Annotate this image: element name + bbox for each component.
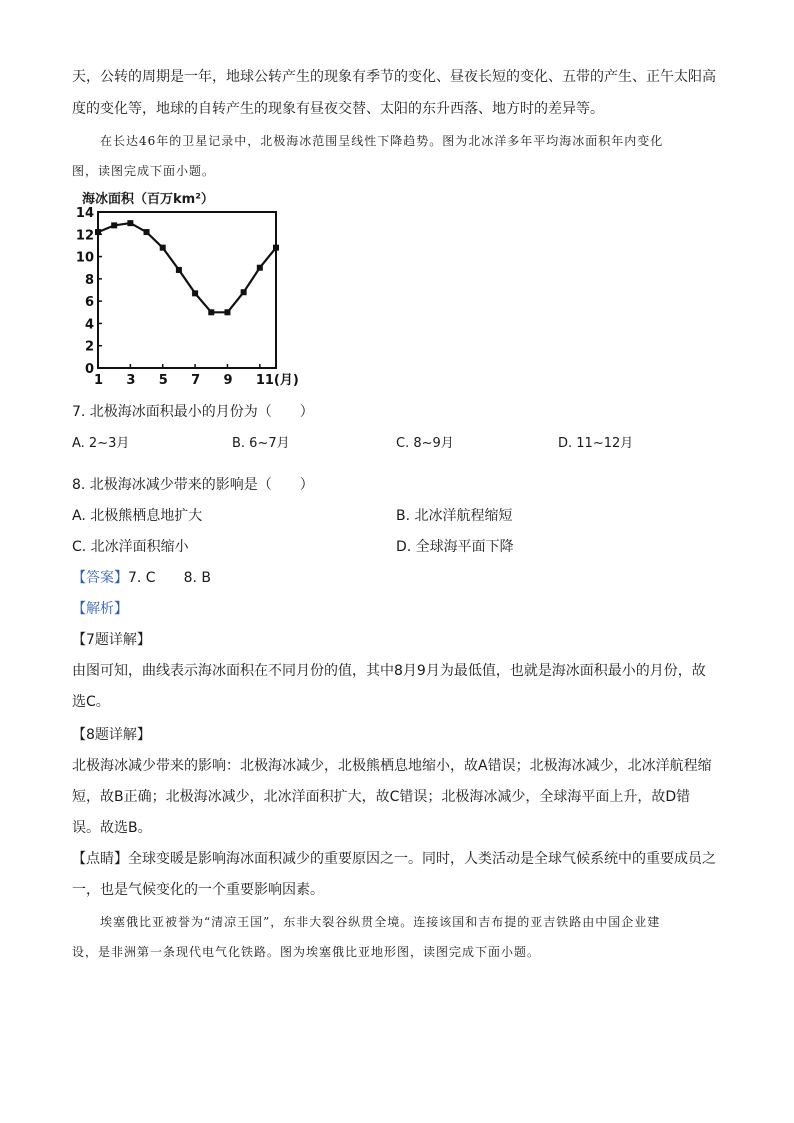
y-tick-label: 14 [75, 206, 94, 221]
x-tick-label: 11(月) [255, 373, 299, 388]
q8-option-a: A. 北极熊栖息地扩大 [72, 508, 203, 524]
passage-1-line-2: 图，读图完成下面小题。 [72, 164, 216, 178]
detail-8-line-2: 短，故B正确；北极海冰减少，北冰洋面积扩大，故C错误；北极海冰减少，全球海平面上升，故D错 [72, 789, 691, 805]
comment-line-2: 一，也是气候变化的一个重要影响因素。 [72, 882, 324, 898]
x-tick-label: 5 [158, 373, 168, 388]
x-tick-label: 3 [126, 373, 136, 388]
y-tick-label: 6 [84, 295, 94, 311]
y-tick-label: 0 [84, 362, 94, 377]
data-point [95, 229, 101, 235]
data-point [192, 290, 198, 296]
q7-option-c: C. 8~9月 [396, 436, 454, 451]
answer-text: 7. C 8. B [128, 570, 211, 586]
comment-tag: 【点睛】 [72, 851, 128, 867]
detail-8-line-1: 北极海冰减少带来的影响：北极海冰减少，北极熊栖息地缩小，故A错误；北极海冰减少，北冰洋航程缩 [72, 758, 712, 774]
sea-ice-chart [70, 186, 310, 394]
passage-2-line-1: 埃塞俄比亚被誉为“清凉王国”，东非大裂谷纵贯全境。连接该国和吉布提的亚吉铁路由中国企业建 [100, 915, 661, 929]
data-point [111, 222, 117, 228]
data-point [241, 289, 247, 295]
answer-line [72, 567, 722, 587]
y-tick-label: 10 [75, 250, 94, 266]
analysis-tag: 【解析】 [72, 601, 128, 617]
passage-1-line-1: 在长达46年的卫星记录中，北极海冰范围呈线性下降趋势。图为北冰洋多年平均海冰面积年内变化 [100, 134, 664, 148]
data-point [176, 267, 182, 273]
data-point [160, 245, 166, 251]
y-tick-label: 8 [84, 272, 94, 288]
q7-stem: 7. 北极海冰面积最小的月份为（ ） [72, 404, 314, 420]
q7-option-b: B. 6~7月 [232, 436, 290, 451]
data-point [144, 229, 150, 235]
q7-option-d: D. 11~12月 [558, 436, 634, 451]
detail-8-line-3: 误。故选B。 [72, 820, 152, 836]
data-point [224, 309, 230, 315]
intro-line-2: 度的变化等，地球的自转产生的现象有昼夜交替、太阳的东升西落、地方时的差异等。 [72, 101, 604, 117]
x-tick-label: 9 [223, 373, 233, 388]
y-tick-label: 12 [75, 228, 94, 244]
detail-7-tag: 【7题详解】 [72, 632, 151, 648]
x-tick-label: 1 [94, 373, 104, 388]
passage-2-line-2: 设，是非洲第一条现代电气化铁路。图为埃塞俄比亚地形图，读图完成下面小题。 [72, 945, 541, 959]
detail-7-line-1: 由图可知，曲线表示海冰面积在不同月份的值，其中8月9月为最低值，也就是海冰面积最小的月份，故 [72, 663, 706, 679]
data-point [127, 220, 133, 226]
intro-line-1: 天，公转的周期是一年，地球公转产生的现象有季节的变化、昼夜长短的变化、五带的产生、正午太阳高 [72, 69, 716, 85]
detail-8-tag: 【8题详解】 [72, 727, 151, 743]
detail-7-line-2: 选C。 [72, 694, 110, 710]
data-point [257, 265, 263, 271]
data-point [273, 245, 279, 251]
q8-option-c: C. 北冰洋面积缩小 [72, 539, 189, 555]
comment-text-1: 全球变暖是影响海冰面积减少的重要原因之一。同时，人类活动是全球气候系统中的重要成员之 [128, 851, 716, 867]
series-line [98, 223, 276, 312]
q7-option-a: A. 2~3月 [72, 436, 130, 451]
q8-option-d: D. 全球海平面下降 [396, 539, 514, 555]
q8-stem: 8. 北极海冰减少带来的影响是（ ） [72, 477, 314, 493]
chart-title: 海冰面积（百万km²） [82, 192, 214, 207]
data-point [208, 309, 214, 315]
q8-option-b: B. 北冰洋航程缩短 [396, 508, 513, 524]
comment-line-1 [72, 848, 722, 868]
answer-tag: 【答案】 [72, 570, 128, 586]
y-tick-label: 4 [84, 317, 94, 333]
x-tick-label: 7 [191, 373, 201, 388]
y-tick-label: 2 [84, 339, 94, 355]
plot-frame [98, 212, 276, 368]
